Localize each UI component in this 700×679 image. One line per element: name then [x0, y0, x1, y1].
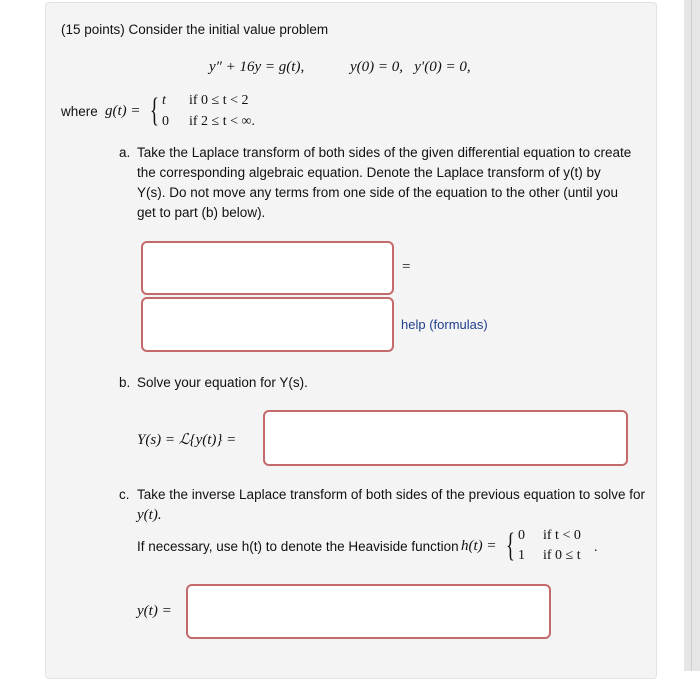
h-case2-condition: if 0 ≤ t	[543, 548, 581, 563]
h-case1-condition: if t < 0	[543, 528, 581, 543]
g-case2-condition: if 2 ≤ t < ∞.	[189, 114, 256, 129]
h-case1-value: 0	[518, 528, 525, 543]
piecewise-brace: {	[150, 92, 159, 129]
part-c-lhs: y(t) =	[137, 603, 172, 619]
h-case2-value: 1	[518, 548, 525, 563]
part-c-line2: y(t).	[137, 507, 162, 523]
part-a-line4: get to part (b) below).	[137, 205, 266, 220]
part-a-rhs-input[interactable]	[141, 297, 394, 352]
part-c-label: c.	[119, 487, 130, 502]
part-b-label: b.	[119, 375, 131, 390]
initial-conditions: y(0) = 0, y′(0) = 0,	[350, 59, 471, 75]
part-b-input[interactable]	[263, 410, 628, 466]
g-case1-value: t	[162, 93, 166, 108]
part-b-text: Solve your equation for Y(s).	[137, 375, 308, 390]
page-scrollbar[interactable]	[684, 0, 700, 671]
g-case2-value: 0	[162, 114, 169, 129]
part-a-label: a.	[119, 145, 131, 160]
where-label: where	[61, 104, 98, 119]
problem-intro: (15 points) Consider the initial value problem	[61, 22, 329, 37]
g-lhs: g(t) =	[105, 103, 141, 119]
help-formulas-link[interactable]: help (formulas)	[401, 317, 488, 332]
ode-equation: y″ + 16y = g(t),	[209, 59, 305, 75]
part-a-equals: =	[402, 259, 411, 275]
part-a-line2: the corresponding algebraic equation. Denote the Laplace transform of y(t) by	[137, 165, 601, 180]
part-a-line3: Y(s). Do not move any terms from one side of the equation to the other (until you	[137, 185, 618, 200]
part-b-lhs: Y(s) = ℒ{y(t)} =	[137, 432, 237, 448]
h-period: .	[594, 540, 598, 555]
heaviside-text: If necessary, use h(t) to denote the Heaviside function	[137, 539, 459, 554]
g-case1-condition: if 0 ≤ t < 2	[189, 93, 249, 108]
part-c-line1: Take the inverse Laplace transform of both sides of the previous equation to solve for	[137, 487, 646, 502]
part-c-input[interactable]	[186, 584, 551, 639]
heaviside-brace: {	[506, 527, 515, 564]
part-a-lhs-input[interactable]	[141, 241, 394, 295]
part-a-line1: Take the Laplace transform of both sides of the given differential equation to create	[137, 145, 632, 160]
h-lhs: h(t) =	[461, 538, 497, 554]
